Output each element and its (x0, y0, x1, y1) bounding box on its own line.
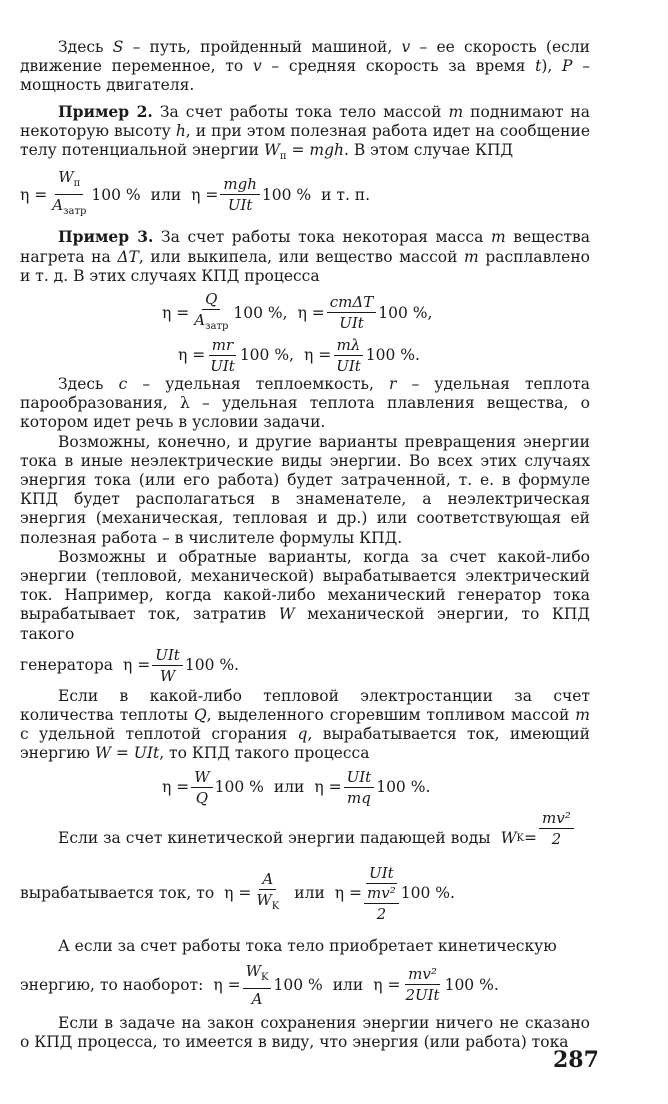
formula-efficiency-heat-1: η = $\frac{Q}{A_{затр}}$ 100 %, η = $\frac{\text{cmΔT}}{\text{UIt}}$ 100 %, (162, 289, 433, 333)
page-body (20, 38, 590, 1052)
formula-generator-efficiency: генератора η = $\frac{\text{UIt}}{W}$ 100 %. (20, 645, 240, 685)
paragraph-example-2: Пример 2. За счет работы тока тело массой m поднимают на некоторую высоту h, и при этом полезная работа идет на сообщение телу потенциальной энергии $W_п$ = mgh. В этом случае КПД (20, 101, 591, 163)
paragraph-kinetic: А если за счет работы тока тело приобретает кинетическую (58, 936, 557, 955)
formula-efficiency-heat-2: η = $\frac{mr}{\text{UIt}}$ 100 %, η = $\frac{m\lambda}{\text{UIt}}$ 100 %. (178, 335, 420, 375)
paragraph-definitions: Здесь c – удельная теплоемкость, r – удельная теплота парообразования, λ – удельная теплота плавления вещества, о котором идет речь в условии задачи. (20, 374, 591, 432)
paragraph-conservation: Если в задаче на закон сохранения энергии ничего не сказано о КПД процесса, то имеется в виду, что энергия (или работа) тока (20, 1013, 590, 1051)
paragraph-power-station: Если в какой-либо тепловой электростанции за счет количества теплоты Q, выделенного сгоревшим топливом массой m с удельной теплотой сгорания q, вырабатывается ток, имеющий энергию W = UIt, то КПД такого процесса (20, 686, 590, 763)
page-number: 287 (553, 1047, 599, 1073)
formula-station-efficiency: η = $\frac{W}{Q}$ 100 % или η = $\frac{\text{UIt}}{mq}$ 100 %. (162, 767, 431, 807)
paragraph-example-3: Пример 3. За счет работы тока некоторая масса m вещества нагрета на ΔT, или выкипела, или вещество массой m расплавлено и т. д. В этих случаях КПД процесса (20, 227, 590, 285)
formula-water-energy: Если за счет кинетической энергии падающей воды W K = $\frac{\text{mv²}}{2}$ (58, 819, 590, 858)
formula-hydro-efficiency: вырабатывается ток, то η = $\frac{A}{W_K}$ или η = $\frac{\text{UIt}}{\frac{\text{mv²}}{2}}$ 100 %. (20, 863, 455, 923)
paragraph-reverse-variants: Возможны и обратные варианты, когда за счет какой-либо энергии (тепловой, механической) вырабатывается электрический ток. Например, когда какой-либо механический генератор тока вырабатывает ток, затратив W механической энергии, то КПД такого (20, 547, 591, 643)
formula-efficiency-potential: η = $\frac{W_п}{A_{затр}}$ 100 % или η = $\frac{\text{mgh}}{\text{UIt}}$ 100 % и т. п. (20, 168, 371, 218)
formula-kinetic-efficiency: энергию, то наоборот: η = $\frac{W_K}{A}$ 100 % или η = $\frac{\text{mv²}}{\text{2UIt}}$ 100 %. (20, 961, 499, 1008)
paragraph-intro: Здесь S – путь, пройденный машиной, v – ее скорость (если движение переменное, то v – средняя скорость за время t), P – мощность двигателя. (20, 38, 591, 95)
paragraph-other-variants: Возможны, конечно, и другие варианты превращения энергии тока в иные неэлектрические виды энергии. Во всех этих случаях энергия тока (или его работа) будет затраченной, т. е. в формуле КПД будет располагаться в знаменателе, а неэлектрическая энергия (механическая, тепловая и др.) или соответствующая ей полезная работа – в числителе формулы КПД. (20, 432, 590, 547)
